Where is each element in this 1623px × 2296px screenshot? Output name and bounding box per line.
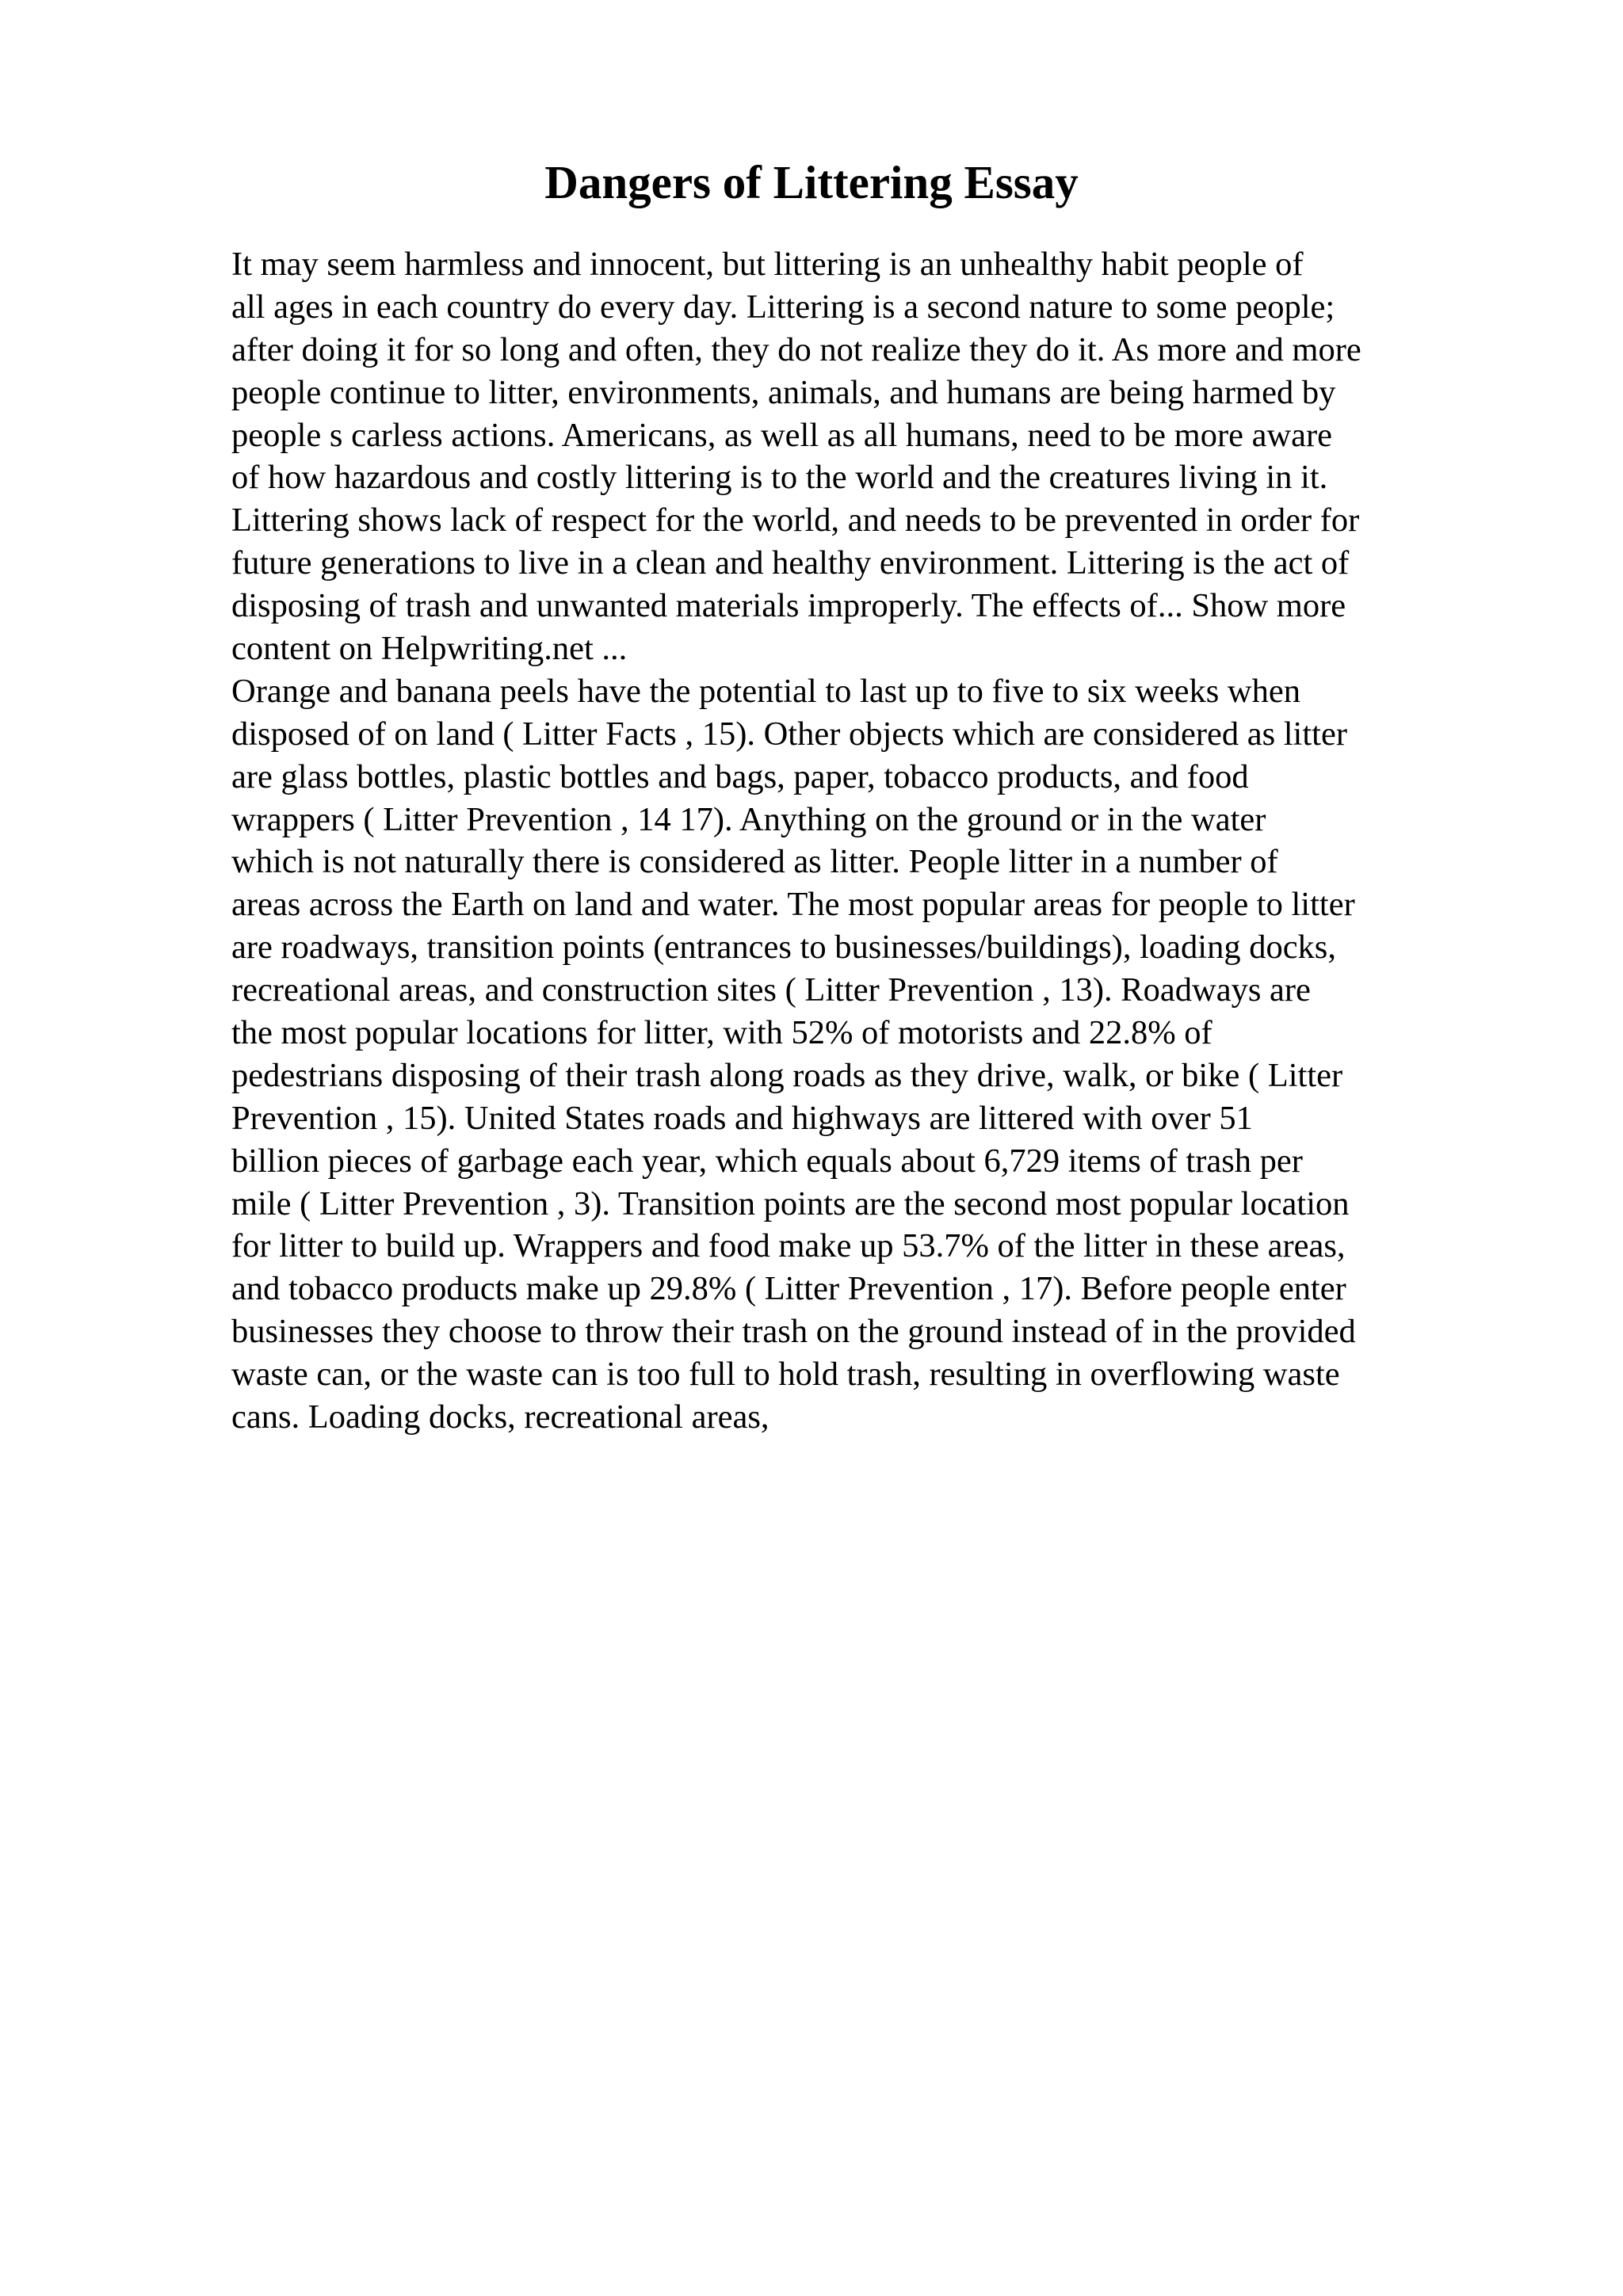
text-line: Prevention , 15). United States roads and highways are littered with over 51 (231, 1099, 1253, 1137)
text-line: all ages in each country do every day. Littering is a second nature to some people; (231, 288, 1335, 326)
text-line: and tobacco products make up 29.8% ( Litter Prevention , 17). Before people enter (231, 1270, 1346, 1308)
text-line: disposing of trash and unwanted materials improperly. The effects of... Show more (231, 587, 1346, 625)
text-line: recreational areas, and construction sites ( Litter Prevention , 13). Roadways are (231, 971, 1311, 1009)
text-line: for litter to build up. Wrappers and food make up 53.7% of the litter in these areas, (231, 1227, 1346, 1265)
text-line: mile ( Litter Prevention , 3). Transition points are the second most popular location (231, 1184, 1350, 1222)
text-line: wrappers ( Litter Prevention , 14 17). Anything on the ground or in the water (231, 800, 1266, 838)
text-line: businesses they choose to throw their trash on the ground instead of in the provided (231, 1313, 1356, 1351)
text-line: It may seem harmless and innocent, but littering is an unhealthy habit people of (231, 246, 1304, 283)
text-line: disposed of on land ( Litter Facts , 15). Other objects which are considered as litter (231, 715, 1347, 753)
text-line: waste can, or the waste can is too full to hold trash, resulting in overflowing waste (231, 1356, 1340, 1394)
text-line: are roadways, transition points (entrances to businesses/buildings), loading docks, (231, 929, 1336, 967)
text-line: areas across the Earth on land and water. The most popular areas for people to litter (231, 886, 1355, 924)
text-line: pedestrians disposing of their trash along roads as they drive, walk, or bike ( Litter (231, 1056, 1343, 1094)
text-line: cans. Loading docks, recreational areas, (231, 1398, 769, 1436)
text-line: people s carless actions. Americans, as well as all humans, need to be more aware (231, 416, 1333, 454)
text-line: Littering shows lack of respect for the world, and needs to be prevented in order for (231, 502, 1360, 540)
text-line: are glass bottles, plastic bottles and bags, paper, tobacco products, and food (231, 757, 1249, 795)
text-line: the most popular locations for litter, with 52% of motorists and 22.8% of (231, 1014, 1212, 1052)
text-line: future generations to live in a clean and healthy environment. Littering is the act of (231, 544, 1350, 582)
text-line: billion pieces of garbage each year, which equals about 6,729 items of trash per (231, 1142, 1303, 1180)
text-line: after doing it for so long and often, they do not realize they do it. As more and more (231, 330, 1361, 368)
text-line: Orange and banana peels have the potential to last up to five to six weeks when (231, 672, 1300, 710)
text-line: people continue to litter, environments, animals, and humans are being harmed by (231, 373, 1336, 411)
text-line: content on Helpwriting.net ... (231, 630, 628, 668)
document-title: Dangers of Littering Essay (544, 156, 1079, 208)
essay-body (231, 243, 1515, 1439)
text-line: which is not naturally there is considered as litter. People litter in a number of (231, 843, 1278, 881)
text-line: of how hazardous and costly littering is to the world and the creatures living in it. (231, 459, 1328, 497)
